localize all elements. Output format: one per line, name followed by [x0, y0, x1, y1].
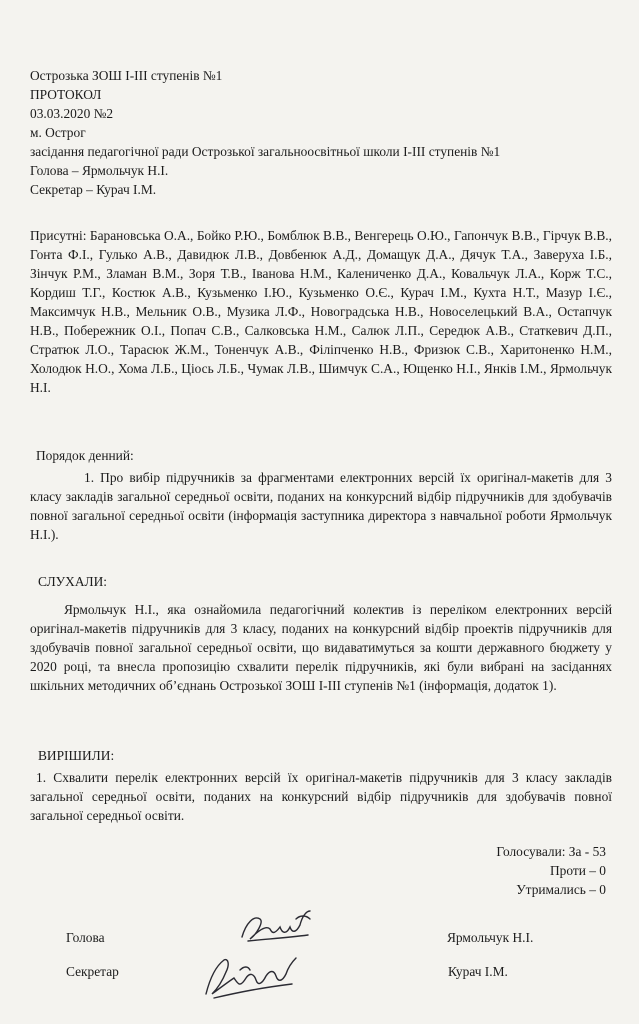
- agenda-item: 1. Про вибір підручників за фрагментами електронних версій їх оригінал-макетів для 3 класу закладів загальної середньої освіти, поданих на конкурсний відбір підручників для здобувачів повної загальної середньої освіти (інформація заступника директора з навчальної роботи Ярмольчук Н.І.).: [30, 470, 612, 542]
- school-name: Острозька ЗОШ І-ІІІ ступенів №1: [30, 68, 223, 83]
- present-list: Присутні: Барановська О.А., Бойко Р.Ю., Бомблюк В.В., Венгерець О.Ю., Гапончук В.В., Гірчук В.В., Гонта Ф.І., Гулько А.В., Давидюк Л.В., Довбенюк А.Д., Домащук Д.А., Дячук Т.А., Заверуха І.Б., Зінчук Р.М., Зламан В.М., Зоря Т.В., Іванова Н.М., Калениченко Д.А., Ковальчук Л.А., Корж Т.С., Кордиш Т.Г., Костюк А.В., Кузьменко І.Ю., Кузьменко О.Є., Курач І.М., Кухта Н.Т., Мазур І.Є., Максимчук Н.В., Мельник О.В., Музика Л.Ф., Новоградська Н.В., Новоселецький В.А., Остапчук Н.В., Побережник О.І., Попач С.В., Салковська Н.М., Салюк Л.П., Середюк А.В., Статкевич Д.П., Стратюк Л.О., Тарасюк Ж.М., Тоненчук А.В., Філіпченко Н.В., Фризюк С.В., Харитоненко Н.М., Холодюк Н.О., Хома Л.Б., Ціось Л.Б., Чумак Л.В., Шимчук С.А., Ющенко Н.І., Янків І.М., Ярмольчук Н.І.: [30, 228, 612, 395]
- chair-signature: [236, 905, 316, 947]
- decided-title: ВИРІШИЛИ:: [38, 748, 115, 763]
- secretary-signature: [200, 948, 300, 1004]
- date-number: 03.03.2020 №2: [30, 106, 114, 121]
- secretary-role: Секретар: [66, 964, 119, 979]
- heard-title: СЛУХАЛИ:: [38, 574, 107, 589]
- secretary-line: Секретар – Курач І.М.: [30, 182, 157, 197]
- secretary-name: Курач І.М.: [448, 964, 508, 979]
- chair-line: Голова – Ярмольчук Н.І.: [30, 163, 169, 178]
- decided-item: 1. Схвалити перелік електронних версій їх оригінал-макетів підручників для 3 класу закладів загальної середньої освіти, поданих на конкурсний відбір підручників для здобувачів повної загальної середньої освіти.: [30, 770, 612, 823]
- chair-role: Голова: [66, 930, 105, 945]
- votes-abstained: Утримались – 0: [516, 882, 606, 897]
- votes-against: Проти – 0: [550, 863, 606, 878]
- chair-name: Ярмольчук Н.І.: [447, 930, 534, 945]
- protocol-header: [30, 66, 620, 199]
- meeting-title: засідання педагогічної ради Острозької загальноосвітньої школи І-ІІІ ступенів №1: [30, 144, 501, 159]
- heard-body: Ярмольчук Н.І., яка ознайомила педагогічний колектив із переліком електронних версій оригінал-макетів підручників для 3 класу, поданих на конкурсний відбір проектів підручників для здобувачів повної загальної середньої освіти, що видаватимуться за кошти державного бюджету у 2020 році, та внесла пропозицію схвалити перелік підручників, які були вибрані на засіданнях шкільних методичних об’єднань Острозької ЗОШ І-ІІІ ступенів №1 (інформація, додаток 1).: [30, 602, 612, 693]
- agenda-title: Порядок денний:: [36, 448, 134, 463]
- votes-for: Голосували: За - 53: [496, 844, 606, 859]
- vote-results: [496, 842, 606, 899]
- city: м. Острог: [30, 125, 86, 140]
- document-type: ПРОТОКОЛ: [30, 87, 102, 102]
